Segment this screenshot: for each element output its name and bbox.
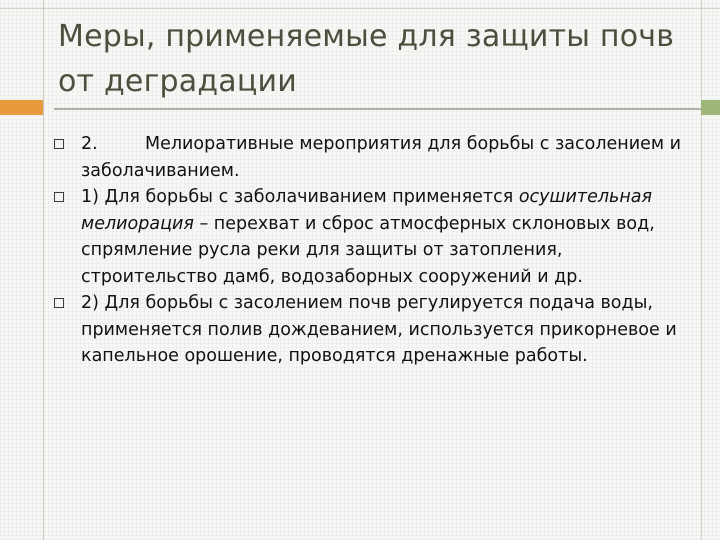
item-number: 2. <box>81 134 98 154</box>
italic-term: осушительная мелиорация <box>81 187 653 234</box>
bullet-item-1 <box>54 131 696 184</box>
square-bullet-icon <box>54 298 64 308</box>
bullet-text: Мелиоративные мероприятия для борьбы с засолением и заболачиванием. <box>81 134 682 181</box>
title-divider <box>54 108 701 110</box>
green-accent-marker <box>701 100 720 115</box>
bullet-item-3 <box>54 290 696 370</box>
bullet-text-suffix: – перехват и сброс атмосферных склоновых вод, спрямление русла реки для защиты от затопления, строительство дамб, водозаборных сооружений и др. <box>81 213 655 287</box>
bullet-item-2 <box>54 184 696 290</box>
bullet-text: 2) Для борьбы с засолением почв регулируется подача воды, применяется полив дождеванием, используется прикорневое и капельное орошение, проводятся дренажные работы. <box>81 293 677 366</box>
orange-accent-marker <box>0 100 43 115</box>
slide-title: Меры, применяемые для защиты почв от деградации <box>58 19 675 99</box>
bullet-text-prefix: 1) Для борьбы с заболачиванием применяется <box>81 187 519 207</box>
square-bullet-icon <box>54 139 64 149</box>
bullet-list <box>54 131 696 370</box>
square-bullet-icon <box>54 192 64 202</box>
left-frame-line <box>43 0 44 540</box>
top-frame-line <box>0 8 720 9</box>
right-frame-line <box>701 0 702 540</box>
